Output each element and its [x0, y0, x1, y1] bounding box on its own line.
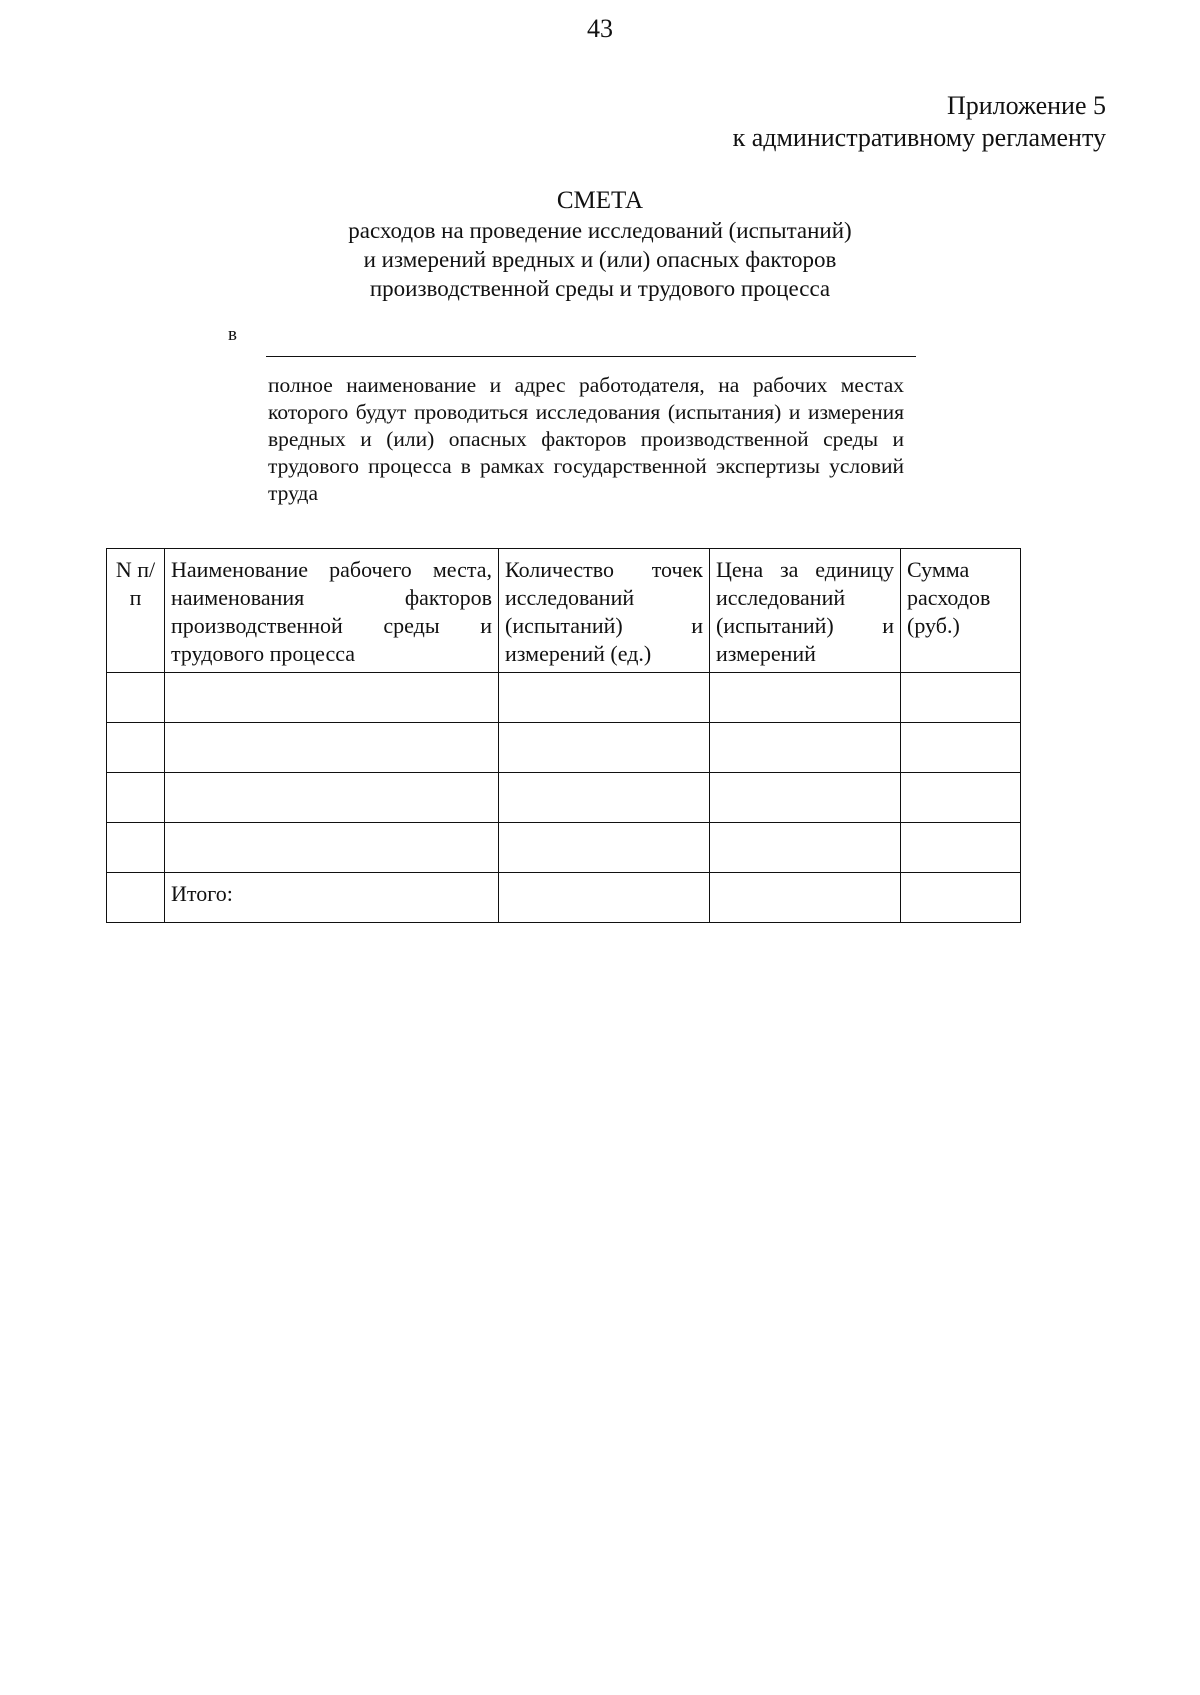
document-subtitle	[0, 216, 1200, 303]
cell-points-count[interactable]	[499, 773, 710, 823]
header-unit-price: Цена за единицу исследований (испытаний) и измерений	[710, 549, 901, 673]
appendix-line-2: к административному регламенту	[732, 123, 1106, 152]
estimate-table	[106, 548, 1021, 923]
subtitle-line-1: расходов на проведение исследований (испытаний)	[348, 218, 852, 243]
header-workplace: Наименование рабочего места, наименования факторов производственной среды и трудового процесса	[165, 549, 499, 673]
table-row	[107, 723, 1021, 773]
cell-number[interactable]	[107, 723, 165, 773]
cell-number[interactable]	[107, 823, 165, 873]
subtitle-line-3: производственной среды и трудового процесса	[369, 276, 831, 301]
header-total-sum: Сумма расходов (руб.)	[901, 549, 1021, 673]
cell-workplace[interactable]	[165, 723, 499, 773]
cell-unit-price[interactable]	[710, 823, 901, 873]
cell-points-count[interactable]	[499, 723, 710, 773]
cell-total-sum[interactable]	[901, 823, 1021, 873]
cell-workplace[interactable]	[165, 773, 499, 823]
cell-points-count[interactable]	[499, 823, 710, 873]
cell-total-sum[interactable]	[901, 773, 1021, 823]
cell-unit-price[interactable]	[710, 723, 901, 773]
cell-total-sum[interactable]	[901, 673, 1021, 723]
table-row	[107, 673, 1021, 723]
table-header-row	[107, 549, 1021, 673]
table-row	[107, 773, 1021, 823]
appendix-note	[733, 90, 1106, 154]
document-title: СМЕТА	[556, 187, 644, 214]
cell-number[interactable]	[107, 873, 165, 923]
employer-prefix: в	[228, 324, 237, 345]
cell-points-count[interactable]	[499, 673, 710, 723]
header-points-count: Количество точек исследований (испытаний) и измерений (ед.)	[499, 549, 710, 673]
total-label: Итого:	[165, 873, 499, 923]
table-row	[107, 823, 1021, 873]
employer-caption: полное наименование и адрес работодателя, на рабочих местах которого будут проводиться исследования (испытания) и измерения вредных и (или) опасных факторов производственной среды и трудового процесса в рамках государственной экспертизы условий труда	[268, 373, 904, 505]
total-sum[interactable]	[901, 873, 1021, 923]
total-unit-price[interactable]	[710, 873, 901, 923]
cell-unit-price[interactable]	[710, 673, 901, 723]
page-number: 43	[587, 14, 613, 43]
cell-number[interactable]	[107, 673, 165, 723]
subtitle-line-2: и измерений вредных и (или) опасных факторов	[363, 247, 837, 272]
total-points-count[interactable]	[499, 873, 710, 923]
cell-unit-price[interactable]	[710, 773, 901, 823]
header-number: N п/п	[107, 549, 165, 673]
cell-number[interactable]	[107, 773, 165, 823]
cell-workplace[interactable]	[165, 823, 499, 873]
cell-workplace[interactable]	[165, 673, 499, 723]
employer-fill-line	[266, 356, 916, 357]
appendix-line-1: Приложение 5	[946, 91, 1106, 120]
cell-total-sum[interactable]	[901, 723, 1021, 773]
total-row	[107, 873, 1021, 923]
